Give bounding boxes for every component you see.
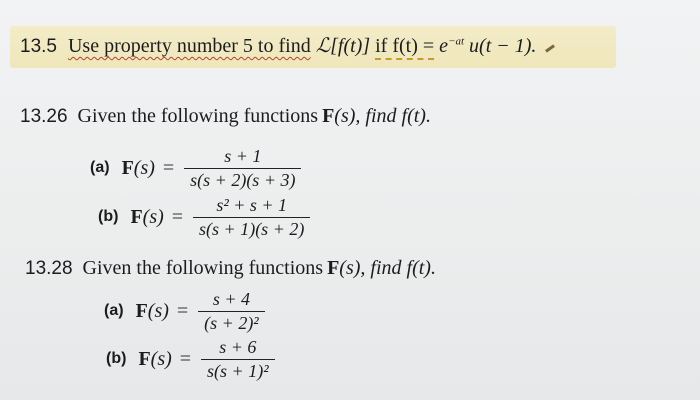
equation-13-26-a [90, 147, 301, 190]
part-label: (b) [106, 350, 127, 368]
function-arg: (s), find f(t). [339, 257, 436, 279]
part-label: (a) [90, 159, 110, 177]
numerator: s + 1 [224, 146, 262, 166]
part-label: (a) [104, 302, 124, 320]
problem-text: Use property number 5 to find [67, 35, 311, 57]
equation-13-28-a [104, 290, 265, 333]
equation-lhs: F(s) [121, 156, 155, 179]
equation-lhs: F(s) [138, 347, 172, 370]
denominator: (s + 2)² [198, 311, 265, 333]
equals-sign: = [179, 347, 192, 370]
exp-power: −at [448, 35, 465, 48]
fraction [193, 196, 310, 239]
part-label: (b) [98, 208, 119, 226]
fraction [184, 147, 301, 190]
step-function: u(t − 1). [469, 35, 537, 57]
denominator: s(s + 1)² [201, 359, 275, 381]
numerator: s + 4 [212, 289, 251, 309]
equation-13-26-b [98, 196, 310, 239]
numerator: s + 6 [219, 337, 257, 357]
problem-13-5 [20, 33, 555, 58]
pencil-mark-icon [545, 44, 555, 52]
function-arg: (s), find f(t). [334, 105, 431, 127]
equals-sign: = [176, 299, 189, 322]
fraction [201, 338, 275, 381]
numerator: s² + s + 1 [216, 195, 288, 215]
laplace-expression: ℒ[f(t)] [315, 35, 371, 57]
function-symbol: F [327, 257, 340, 279]
equals-sign: = [162, 156, 175, 179]
denominator: s(s + 1)(s + 2) [193, 217, 310, 239]
denominator: s(s + 2)(s + 3) [184, 168, 301, 190]
problem-number: 13.5 [20, 36, 57, 57]
problem-number: 13.26 [20, 106, 68, 127]
equation-lhs: F(s) [135, 299, 169, 322]
problem-text: Given the following functions [82, 257, 324, 279]
problem-number: 13.28 [25, 258, 73, 279]
function-symbol: F [322, 105, 335, 127]
exponential [439, 35, 464, 57]
condition-text: if f(t) = [375, 35, 434, 60]
problem-text: Given the following functions [77, 105, 319, 127]
equation-13-28-b [106, 338, 275, 381]
fraction [198, 290, 265, 333]
equals-sign: = [171, 205, 184, 228]
equation-lhs: F(s) [130, 205, 164, 228]
exp-base: e [439, 35, 449, 57]
problem-13-28-heading [25, 257, 436, 280]
problem-13-26-heading [20, 105, 431, 128]
